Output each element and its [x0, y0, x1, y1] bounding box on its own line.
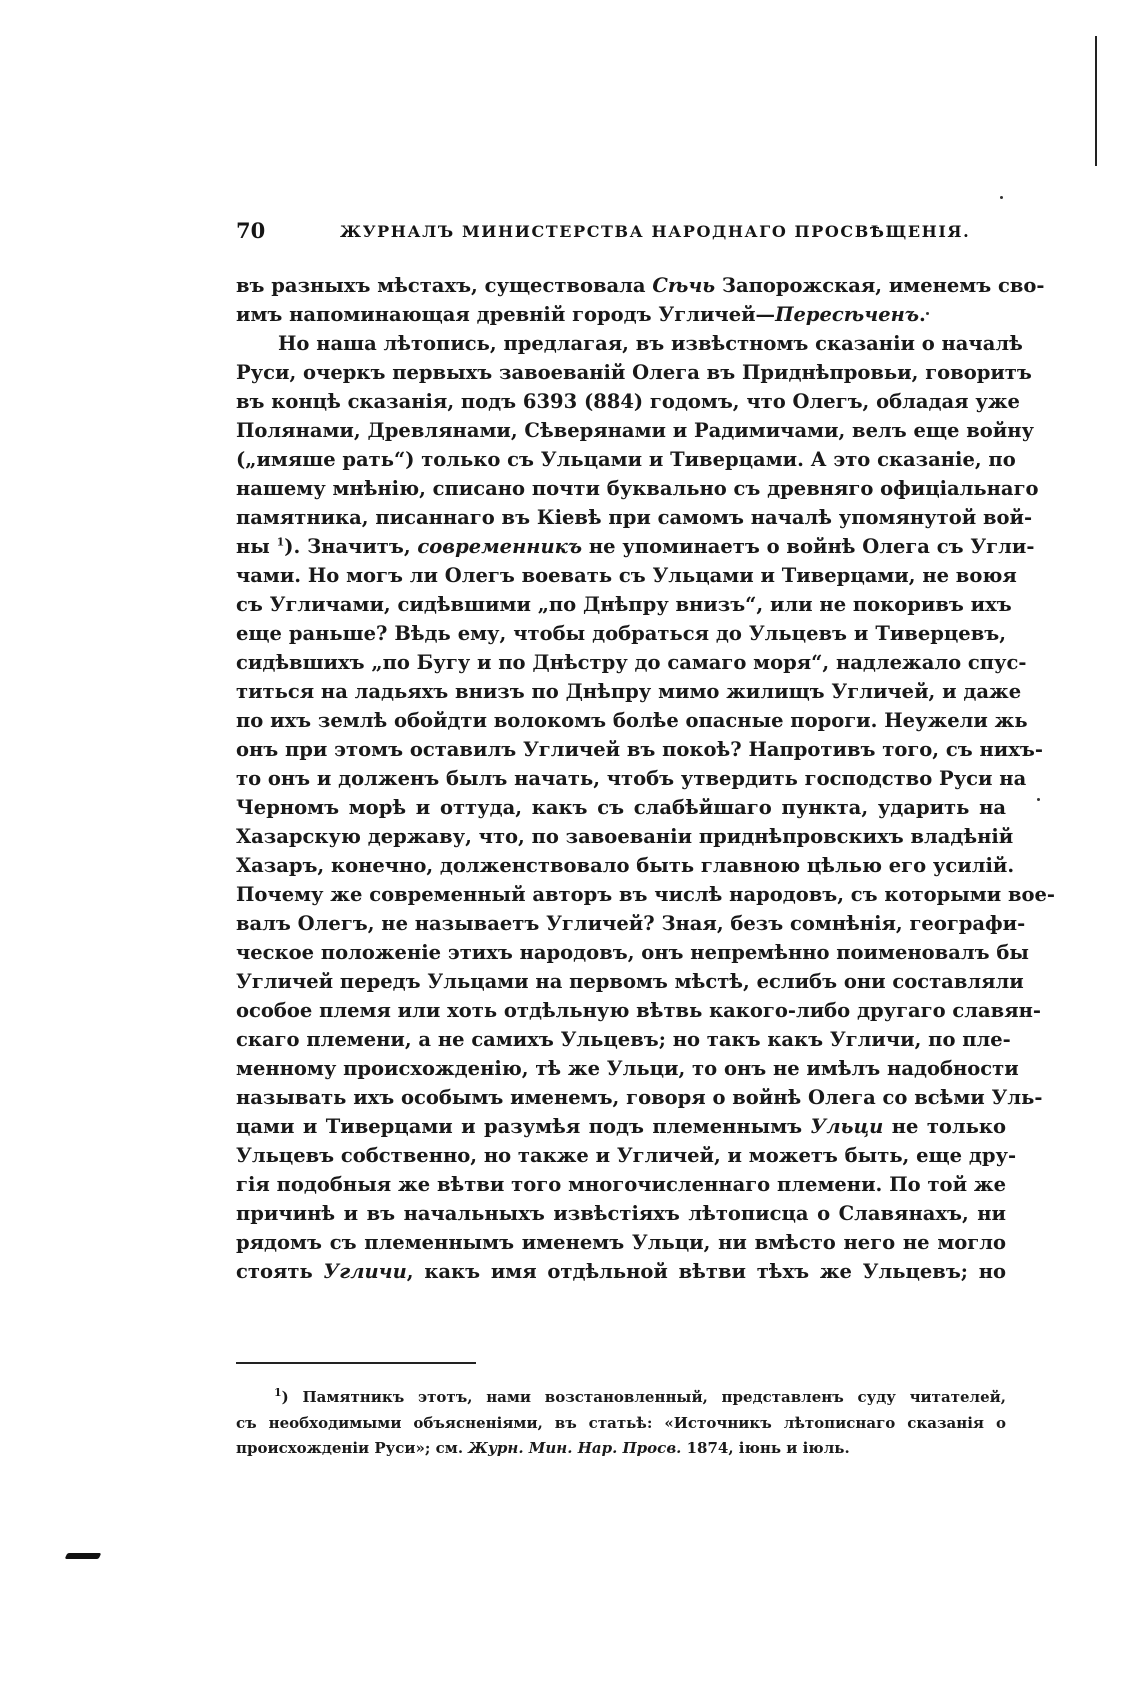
- text-line: Угличей передъ Ульцами на первомъ мѣстѣ, еслибъ они составляли: [236, 970, 1024, 993]
- italic-citation: Журн. Мин. Нар. Просв.: [468, 1439, 682, 1457]
- text-line: рядомъ съ племеннымъ именемъ Ульци, ни вмѣсто него не могло: [236, 1231, 1006, 1254]
- text-line: причинѣ и въ начальныхъ извѣстіяхъ лѣтописца о Славянахъ, ни: [236, 1202, 1006, 1225]
- text-line: Руси, очеркъ первыхъ завоеваній Олега въ Приднѣпровьи, говоритъ: [236, 361, 1032, 384]
- italic-term: Ульци: [810, 1115, 884, 1138]
- text-line: [236, 300, 1006, 329]
- italic-term: Угличи: [323, 1260, 407, 1283]
- text-line: Полянами, Древлянами, Сѣверянами и Радимичами, велъ еще войну: [236, 419, 1034, 442]
- page-number: 70: [236, 218, 266, 243]
- footnote-line: съ необходимыми объясненіями, въ статьѣ: «Источникъ лѣтописнаго сказанія о: [236, 1413, 1006, 1432]
- text-line: особое племя или хоть отдѣльную вѣтвь какого-либо другаго славян-: [236, 999, 1041, 1022]
- running-head: [236, 218, 1006, 248]
- text-run: цами и Тиверцами и разумѣя подъ племеннымъ: [236, 1115, 811, 1138]
- text-line: называть ихъ особымъ именемъ, говоря о войнѣ Олега со всѣми Уль-: [236, 1086, 1043, 1109]
- text-line: памятника, писаннаго въ Кіевѣ при самомъ началѣ упомянутой вой-: [236, 506, 1033, 529]
- text-line: онъ при этомъ оставилъ Угличей въ покоѣ? Напротивъ того, съ нихъ-: [236, 738, 1043, 761]
- text-line: нашему мнѣнію, списано почти буквально съ древняго офиціальнаго: [236, 477, 1039, 500]
- text-line: еще раньше? Вѣдь ему, чтобы добраться до Ульцевъ и Тиверцевъ,: [236, 622, 1006, 645]
- italic-term: Пересѣченъ: [775, 303, 920, 326]
- text-line: [236, 532, 1035, 561]
- footnote-line: [236, 1385, 1006, 1411]
- text-line: чами. Но могъ ли Олегъ воевать съ Ульцами и Тиверцами, не воюя: [236, 564, 1017, 587]
- text-line: Но наша лѣтопись, предлагая, въ извѣстномъ сказаніи о началѣ: [278, 332, 1023, 355]
- text-line: ческое положеніе этихъ народовъ, онъ непремѣнно поименовалъ бы: [236, 941, 1029, 964]
- footnote-line: [236, 1436, 1006, 1462]
- text-line: Ульцевъ собственно, но также и Угличей, и можетъ быть, еще дру-: [236, 1144, 1017, 1167]
- text-run: ) Памятникъ этотъ, нами возстановленный, представленъ суду читателей,: [281, 1388, 1006, 1406]
- text-run: Запорожская, именемъ сво-: [715, 274, 1045, 297]
- text-line: менному происхожденію, тѣ же Ульци, то онъ не имѣлъ надобности: [236, 1057, 1019, 1080]
- italic-term: Сѣчь: [652, 274, 716, 297]
- scan-speck: [1037, 798, 1040, 801]
- scan-speck: [1000, 196, 1003, 199]
- text-line: Хазарскую державу, что, по завоеваніи приднѣпровскихъ владѣній: [236, 825, 1014, 848]
- text-run: 1874, іюнь и іюль.: [681, 1439, 850, 1457]
- footnote-rule: [236, 1362, 476, 1364]
- text-run: .: [919, 303, 926, 326]
- text-run: ны: [236, 535, 277, 558]
- text-run: въ разныхъ мѣстахъ, существовала: [236, 274, 653, 297]
- text-run: , какъ имя отдѣльной вѣтви тѣхъ же Ульцевъ; но: [406, 1260, 1006, 1283]
- text-line: сидѣвшихъ „по Бугу и по Днѣстру до самаго моря“, надлежало спус-: [236, 651, 1027, 674]
- text-run: происхожденіи Руси»; см.: [236, 1439, 469, 1457]
- text-run: имъ напоминающая древній городъ Угличей—: [236, 303, 776, 326]
- text-line: валъ Олегъ, не называетъ Угличей? Зная, безъ сомнѣнія, географи-: [236, 912, 1026, 935]
- text-line: Черномъ морѣ и оттуда, какъ съ слабѣйшаго пункта, ударить на: [236, 796, 1006, 819]
- text-line: [236, 1257, 1006, 1286]
- text-line: то онъ и долженъ былъ начать, чтобъ утвердить господство Руси на: [236, 767, 1027, 790]
- text-line: Хазаръ, конечно, долженствовало быть главною цѣлью его усилій.: [236, 854, 1015, 877]
- text-line: съ Угличами, сидѣвшими „по Днѣпру внизъ“, или не покоривъ ихъ: [236, 593, 1012, 616]
- text-line: Почему же современный авторъ въ числѣ народовъ, съ которыми вое-: [236, 883, 1056, 906]
- italic-term: современникъ: [417, 535, 583, 558]
- footnote-marker: 1: [274, 1386, 282, 1399]
- text-line: въ концѣ сказанія, подъ 6393 (884) годомъ, что Олегъ, обладая уже: [236, 390, 1020, 413]
- text-run: не только: [883, 1115, 1006, 1138]
- footnote: [236, 1385, 1006, 1462]
- text-line: скаго племени, а не самихъ Ульцевъ; но такъ какъ Угличи, по пле-: [236, 1028, 1011, 1051]
- text-line: [236, 1112, 1006, 1141]
- text-line: по ихъ землѣ обойдти волокомъ болѣе опасные пороги. Неужели жь: [236, 709, 1028, 732]
- footnote-ref[interactable]: 1: [276, 535, 285, 549]
- text-run: не упоминаетъ о войнѣ Олега съ Угли-: [582, 535, 1035, 558]
- text-line: („имяше рать“) только съ Ульцами и Тиверцами. А это сказаніе, по: [236, 448, 1016, 471]
- text-run: ). Значитъ,: [284, 535, 418, 558]
- text-run: стоять: [236, 1260, 324, 1283]
- text-line: гія подобныя же вѣтви того многочисленнаго племени. По той же: [236, 1173, 1006, 1196]
- scan-edge-mark: [65, 1553, 102, 1559]
- scan-edge-bar: [1095, 36, 1097, 166]
- journal-title: ЖУРНАЛЪ МИНИСТЕРСТВА НАРОДНАГО ПРОСВѢЩЕНІЯ.: [340, 222, 971, 241]
- main-text: [236, 271, 1056, 1286]
- text-line: титься на ладьяхъ внизъ по Днѣпру мимо жилищъ Угличей, и даже: [236, 680, 1022, 703]
- text-line: [236, 271, 1045, 300]
